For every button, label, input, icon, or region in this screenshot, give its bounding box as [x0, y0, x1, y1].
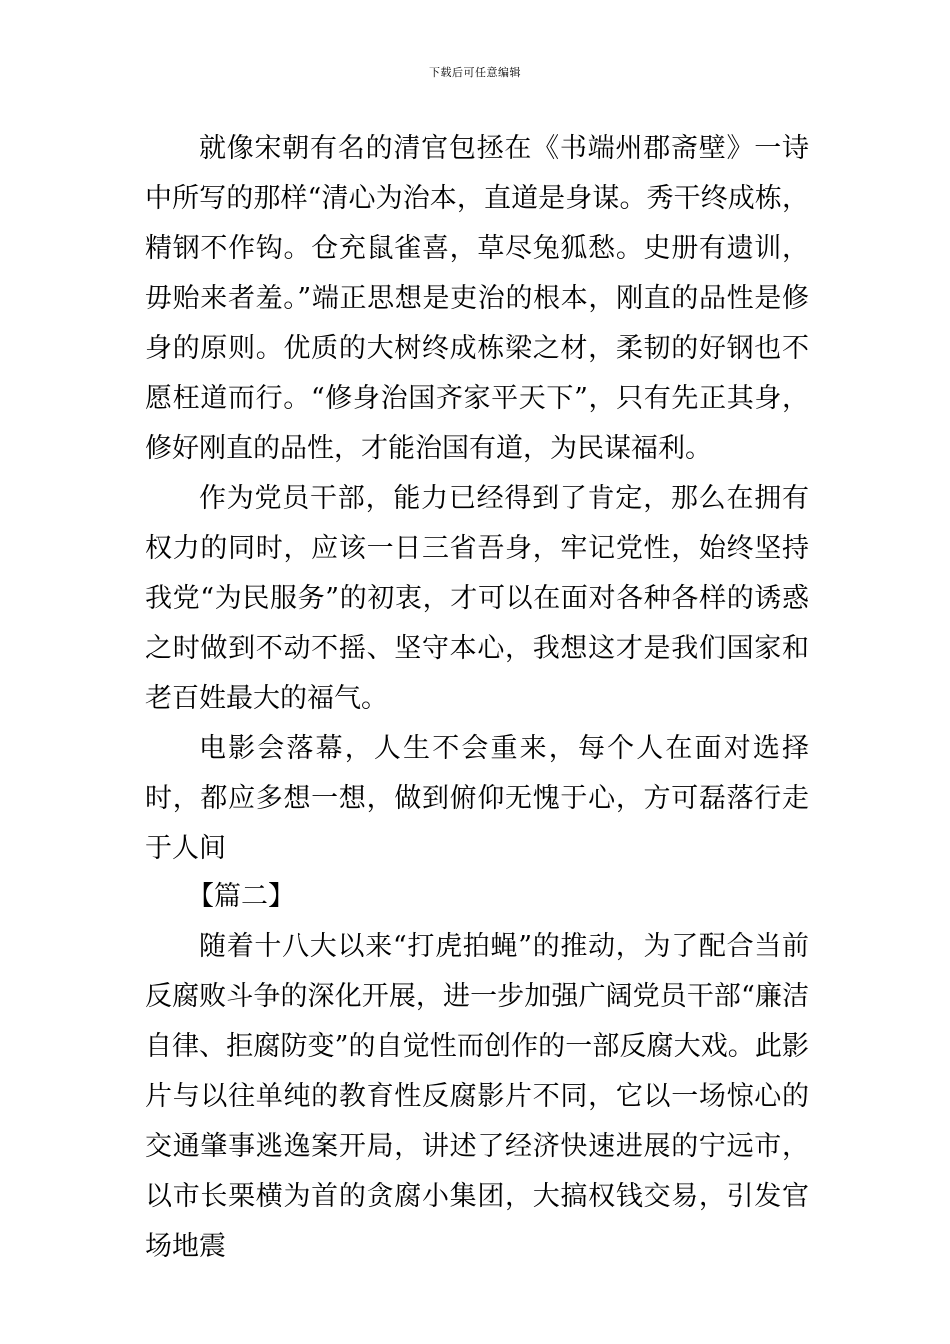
paragraph-party-cadres: 作为党员干部，能力已经得到了肯定，那么在拥有权力的同时，应该一日三省吾身，牢记党性，始终坚持我党“为民服务”的初衷，才可以在面对各种各样的诱惑之时做到不动不摇、坚守本心，我想这才是我们国家和老百姓最大的福气。	[145, 483, 809, 714]
paragraph-anti-corruption-film: 随着十八大以来“打虎拍蝇”的推动，为了配合当前反腐败斗争的深化开展，进一步加强广阔党员干部“廉洁自律、拒腐防变”的自觉性而创作的一部反腐大戏。此影片与以往单纯的教育性反腐影片不同，它以一场惊心的交通肇事逃逸案开局，讲述了经济快速进展的宁远市，以市长栗横为首的贪腐小集团，大搞权钱交易，引发官场地震	[145, 931, 809, 1262]
page-header-note: 下载后可任意编辑	[429, 66, 521, 79]
paragraph-film-ending: 电影会落幕，人生不会重来，每个人在面对选择时，都应多想一想，做到俯仰无愧于心，方可磊落行走于人间	[145, 733, 809, 864]
paragraph-baozheng-poem: 就像宋朝有名的清官包拯在《书端州郡斋壁》一诗中所写的那样“清心为治本，直道是身谋。秀干终成栋，精钢不作钩。仓充鼠雀喜，草尽兔狐愁。史册有遗训，毋贻来者羞。”端正思想是吏治的根本，刚直的品性是修身的原则。优质的大树终成栋梁之材，柔韧的好钢也不愿枉道而行。“修身治国齐家平天下”，只有先正其身，修好刚直的品性，才能治国有道，为民谋福利。	[145, 133, 809, 464]
section-heading: 【篇二】	[187, 881, 295, 912]
article-part-two	[145, 872, 809, 1272]
article-part-one	[145, 124, 809, 874]
